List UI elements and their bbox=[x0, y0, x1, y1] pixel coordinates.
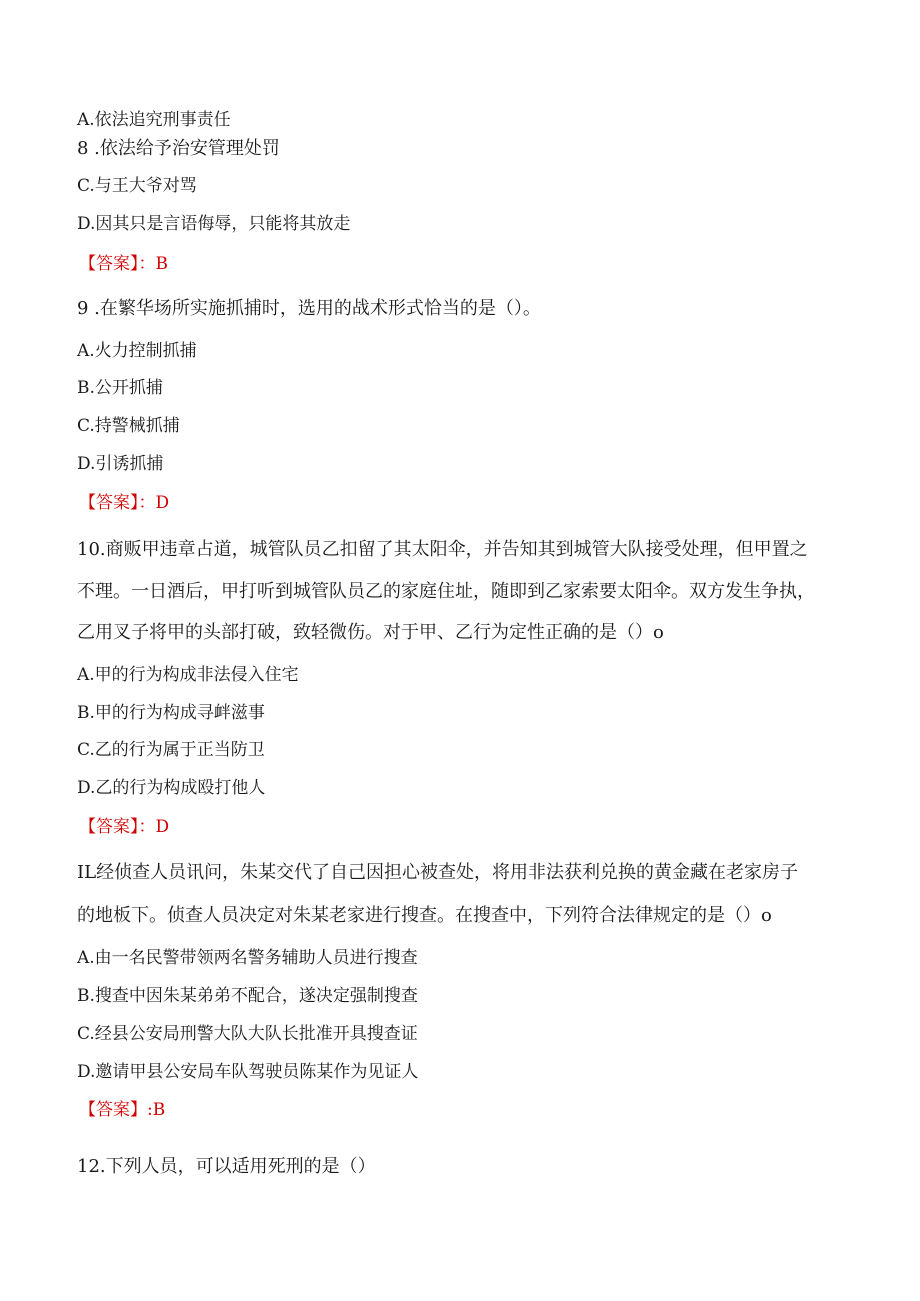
answer-label: 【答案】：B bbox=[79, 254, 168, 274]
question-10-line-2: 不理。一日酒后，甲打听到城管队员乙的家庭住址，随即到乙家索要太阳伞。双方发生争执， bbox=[77, 581, 815, 602]
option-a: A.依法追究刑事责任 bbox=[77, 110, 231, 130]
option-c: C.与王大爷对骂 bbox=[77, 176, 197, 196]
question-10-line-1: 10.商贩甲违章占道，城管队员乙扣留了其太阳伞，并告知其到城管大队接受处理，但甲置之 bbox=[77, 539, 808, 560]
option-a: A.火力控制抓捕 bbox=[77, 341, 197, 361]
answer-label: 【答案】：D bbox=[79, 493, 170, 513]
option-c: C.乙的行为属于正当防卫 bbox=[77, 740, 265, 760]
option-d: D.邀请甲县公安局车队驾驶员陈某作为见证人 bbox=[77, 1062, 419, 1082]
option-b: B.搜查中因朱某弟弟不配合，遂决定强制搜查 bbox=[77, 986, 418, 1006]
question-9: 9 .在繁华场所实施抓捕时，选用的战术形式恰当的是（）。 bbox=[77, 298, 541, 319]
question-11-line-2: 的地板下。侦查人员决定对朱某老家进行搜查。在搜查中，下列符合法律规定的是（）o bbox=[77, 905, 772, 926]
option-b: 8 .依法给予治安管理处罚 bbox=[77, 138, 280, 159]
option-a: A.甲的行为构成非法侵入住宅 bbox=[77, 665, 299, 685]
answer-label: 【答案】：D bbox=[79, 817, 170, 837]
option-a: A.由一名民警带领两名警务辅助人员进行搜查 bbox=[77, 948, 418, 968]
option-b: B.甲的行为构成寻衅滋事 bbox=[77, 703, 265, 723]
option-c: C.经县公安局刑警大队大队长批准开具搜查证 bbox=[77, 1024, 418, 1044]
question-11-line-1: IL经侦查人员讯问，朱某交代了自己因担心被查处，将用非法获利兑换的黄金藏在老家房子 bbox=[77, 862, 799, 883]
option-d: D.引诱抓捕 bbox=[77, 454, 164, 474]
option-c: C.持警械抓捕 bbox=[77, 416, 180, 436]
option-d: D.乙的行为构成殴打他人 bbox=[77, 778, 266, 798]
question-12: 12.下列人员，可以适用死刑的是（） bbox=[77, 1156, 376, 1177]
option-d: D.因其只是言语侮辱，只能将其放走 bbox=[77, 214, 351, 234]
option-b: B.公开抓捕 bbox=[77, 378, 163, 398]
answer-label: 【答案】:B bbox=[79, 1100, 166, 1120]
question-10-line-3: 乙用叉子将甲的头部打破，致轻微伤。对于甲、乙行为定性正确的是（）o bbox=[77, 622, 664, 643]
